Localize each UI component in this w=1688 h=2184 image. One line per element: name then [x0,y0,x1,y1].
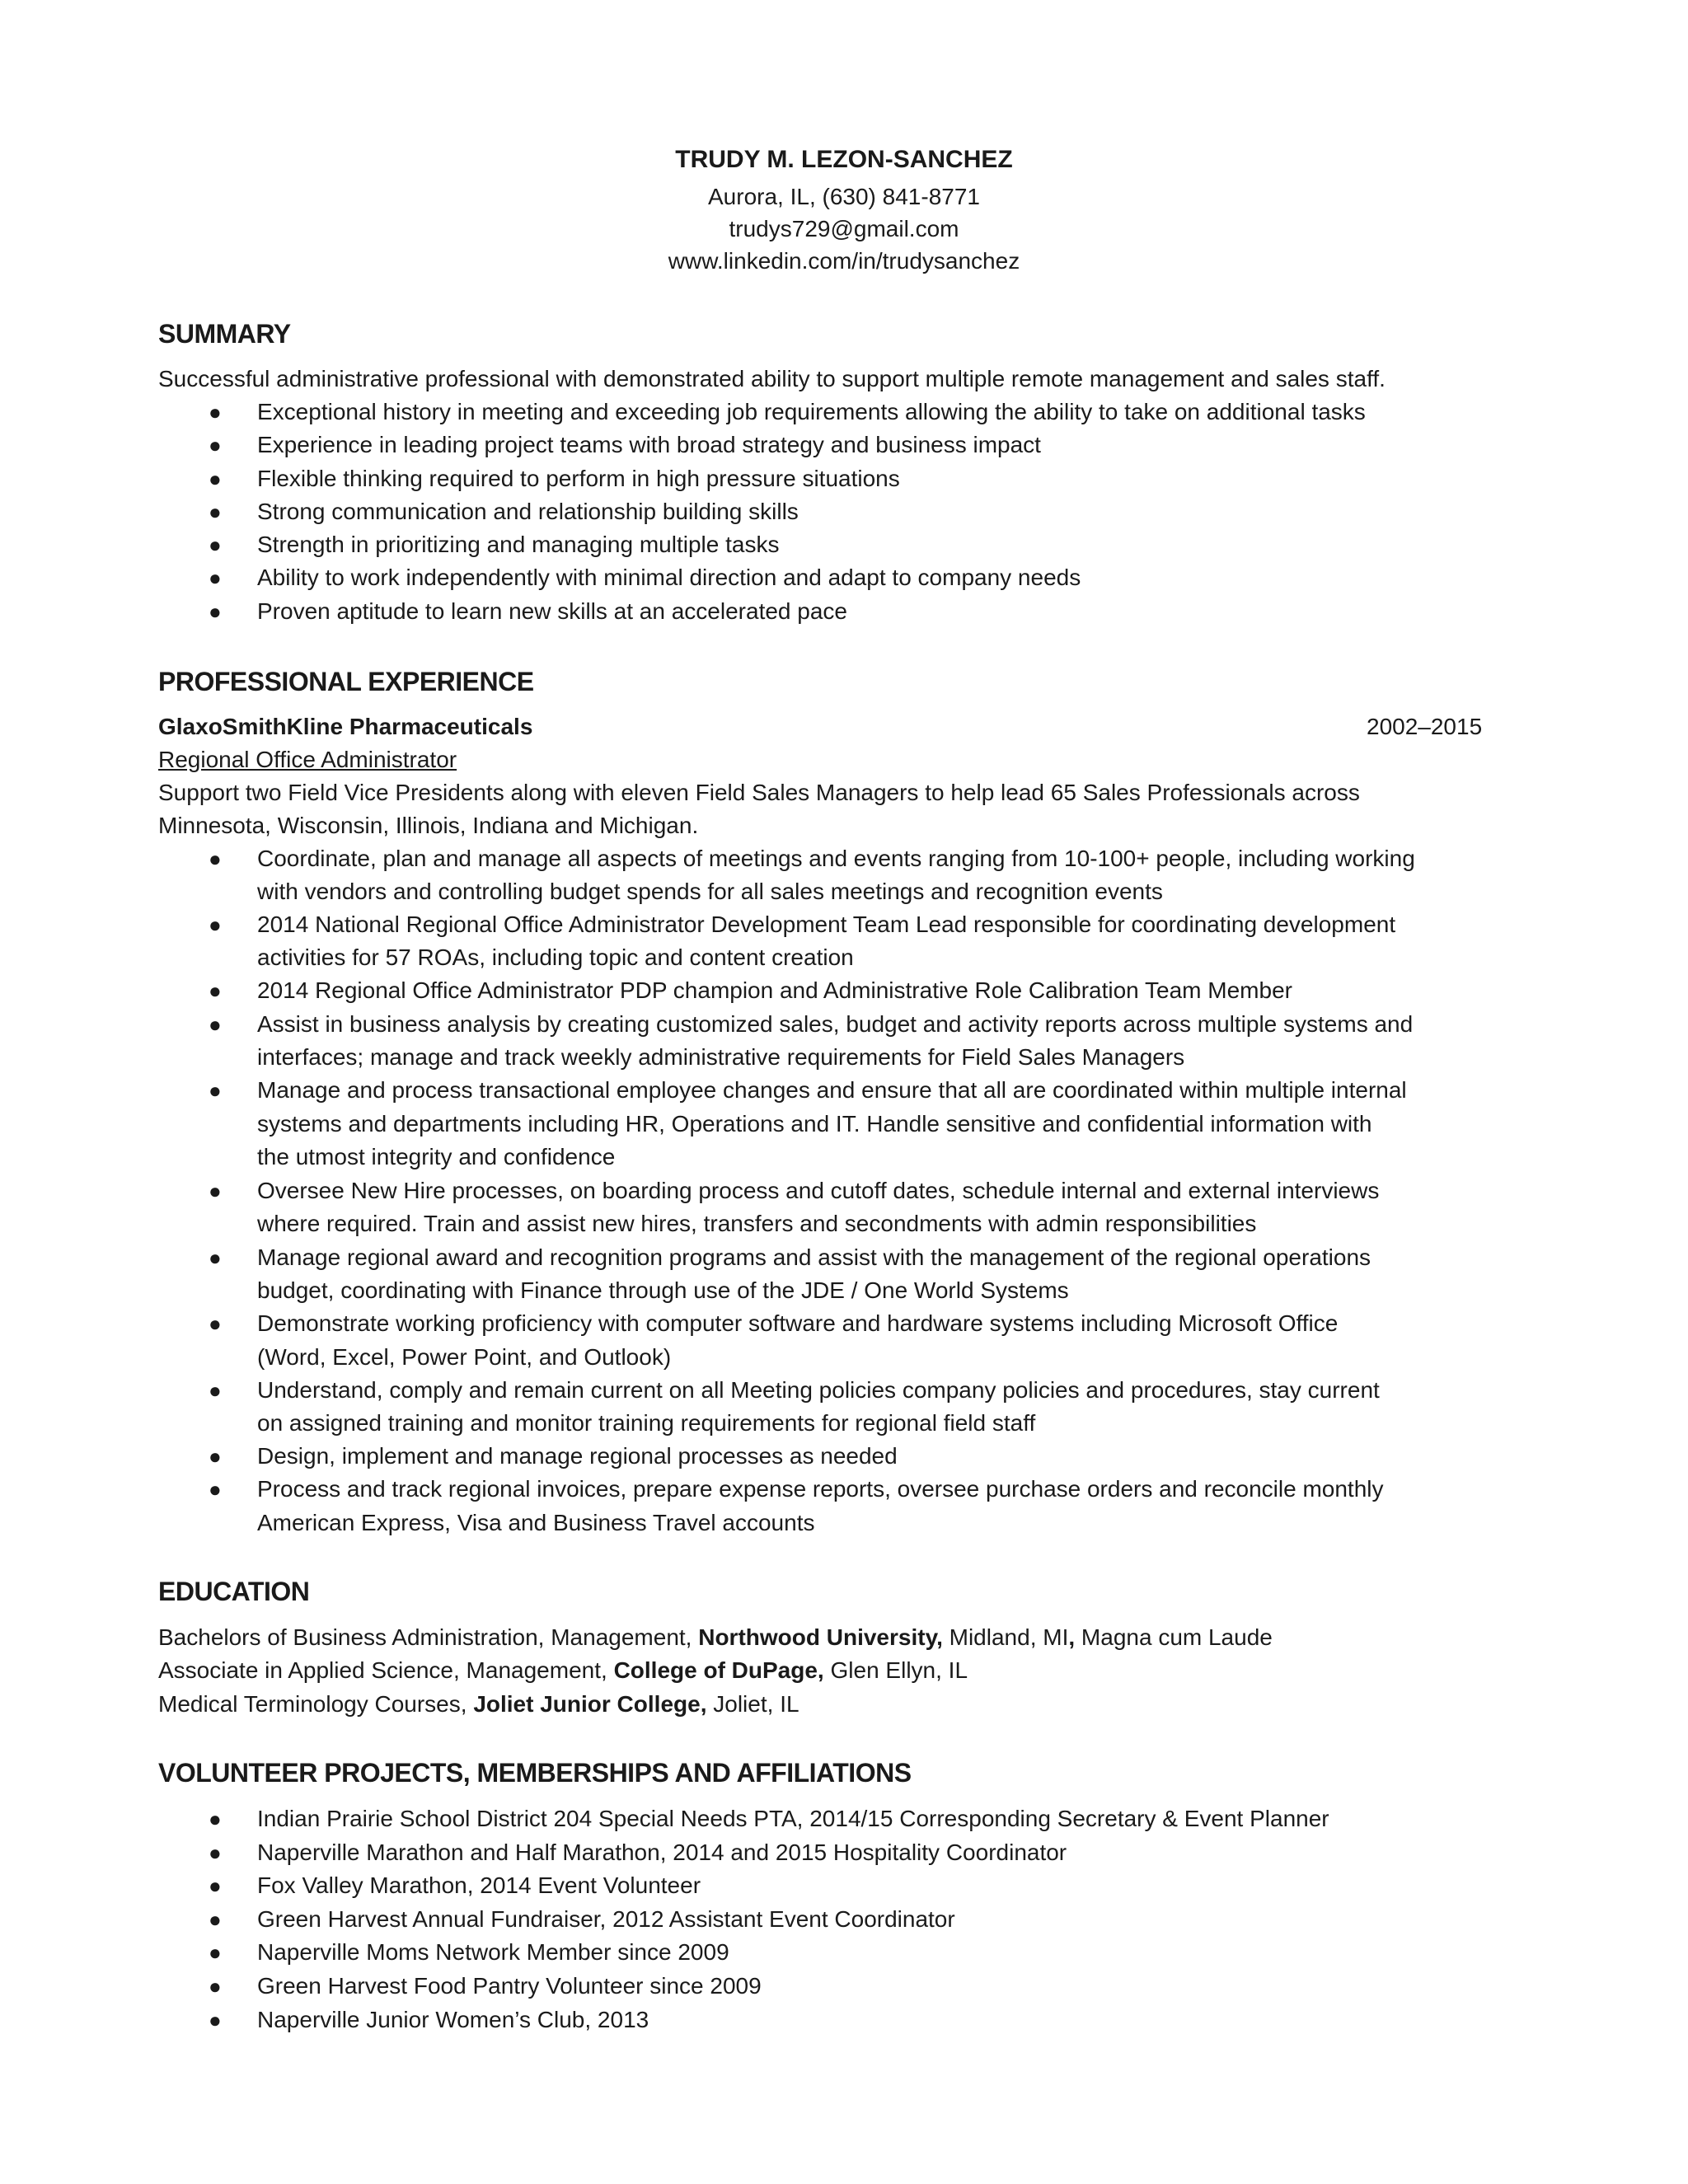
summary-bullet: Strength in prioritizing and managing multiple tasks [257,532,780,557]
summary-bullet: Proven aptitude to learn new skills at an accelerated pace [257,598,847,624]
summary-bullet: Exceptional history in meeting and exceeding job requirements allowing the ability to take on additional tasks [257,399,1366,424]
resume-name: TRUDY M. LEZON-SANCHEZ [675,146,1013,173]
summary-intro: Successful administrative professional with demonstrated ability to support multiple remote management and sales staff. [158,366,1386,391]
school-location: Glen Ellyn, IL [823,1657,968,1683]
experience-bullet-line: Design, implement and manage regional processes as needed [257,1443,898,1469]
degree: Bachelors of Business Administration, Management, [158,1624,699,1650]
degree: Medical Terminology Courses, [158,1691,474,1717]
experience-bullet-line: Demonstrate working proficiency with computer software and hardware systems including Microsoft Office [257,1310,1339,1336]
bullet-icon: ● [209,846,222,871]
honors: Magna cum Laude [1075,1624,1273,1650]
education-entry [158,1691,799,1718]
bullet-icon: ● [209,499,222,524]
experience-bullet-line: systems and departments including HR, Operations and IT. Handle sensitive and confidential information with [257,1111,1372,1137]
experience-bullet-line: activities for 57 ROAs, including topic and content creation [257,944,854,970]
job-description-line: Support two Field Vice Presidents along with eleven Field Sales Managers to help lead 65 Sales Professionals across [158,780,1360,805]
summary-bullet: Ability to work independently with minimal direction and adapt to company needs [257,565,1081,590]
experience-bullet-line: with vendors and controlling budget spends for all sales meetings and recognition events [257,879,1163,904]
experience-bullet-line: where required. Train and assist new hires, transfers and secondments with admin responsibilities [257,1211,1257,1236]
job-description-line: Minnesota, Wisconsin, Illinois, Indiana and Michigan. [158,813,699,838]
experience-bullet-line: (Word, Excel, Power Point, and Outlook) [257,1344,672,1370]
summary-bullet: Strong communication and relationship building skills [257,499,799,524]
school-location: Joliet, IL [706,1691,799,1717]
bullet-icon: ● [209,1311,222,1336]
experience-bullet-line: Understand, comply and remain current on all Meeting policies company policies and procedures, stay current [257,1377,1380,1403]
bullet-icon: ● [209,912,222,937]
volunteer-bullet: Fox Valley Marathon, 2014 Event Volunteer [257,1872,701,1898]
experience-bullet-line: interfaces; manage and track weekly administrative requirements for Field Sales Managers [257,1044,1185,1070]
bullet-icon: ● [209,1940,222,1965]
experience-bullet-line: Manage regional award and recognition programs and assist with the management of the regional operations [257,1244,1372,1270]
volunteer-heading: VOLUNTEER PROJECTS, MEMBERSHIPS AND AFFILIATIONS [158,1758,912,1788]
summary-heading: SUMMARY [158,319,291,349]
email-address: trudys729@gmail.com [729,216,959,241]
location-phone: Aurora, IL, (630) 841-8771 [708,184,980,209]
bullet-icon: ● [209,978,222,1003]
bullet-icon: ● [209,1444,222,1469]
experience-bullet-line: Manage and process transactional employee changes and ensure that all are coordinated within multiple internal [257,1077,1407,1103]
bullet-icon: ● [209,1840,222,1865]
experience-bullet-line: 2014 National Regional Office Administrator Development Team Lead responsible for coordinating development [257,912,1396,937]
separator-comma: , [1068,1624,1076,1650]
volunteer-bullet: Naperville Marathon and Half Marathon, 2014 and 2015 Hospitality Coordinator [257,1840,1067,1865]
bullet-icon: ● [209,599,222,624]
summary-bullet: Experience in leading project teams with broad strategy and business impact [257,432,1041,457]
bullet-icon: ● [209,1974,222,1999]
experience-bullet-line: the utmost integrity and confidence [257,1144,616,1169]
volunteer-bullet: Naperville Moms Network Member since 2009 [257,1939,729,1965]
experience-bullet-line: on assigned training and monitor training requirements for regional field staff [257,1410,1036,1436]
linkedin-url: www.linkedin.com/in/trudysanchez [668,248,1020,274]
volunteer-bullet: Green Harvest Food Pantry Volunteer since 2009 [257,1973,762,1999]
bullet-icon: ● [209,1378,222,1403]
school-location: Midland, MI [942,1624,1069,1650]
bullet-icon: ● [209,1807,222,1831]
experience-bullet-line: Oversee New Hire processes, on boarding process and cutoff dates, schedule internal and external interviews [257,1178,1380,1203]
experience-bullet-line: 2014 Regional Office Administrator PDP champion and Administrative Role Calibration Team Member [257,977,1292,1003]
bullet-icon: ● [209,400,222,424]
experience-bullet-line: Coordinate, plan and manage all aspects of meetings and events ranging from 10-100+ people, including working [257,846,1415,871]
volunteer-bullet: Green Harvest Annual Fundraiser, 2012 Assistant Event Coordinator [257,1906,955,1932]
summary-bullet: Flexible thinking required to perform in high pressure situations [257,466,900,491]
bullet-icon: ● [209,1245,222,1270]
experience-bullet-line: Process and track regional invoices, prepare expense reports, oversee purchase orders and reconcile monthly [257,1476,1384,1502]
education-entry [158,1657,968,1684]
degree: Associate in Applied Science, Management, [158,1657,614,1683]
education-heading: EDUCATION [158,1577,310,1606]
experience-bullet-line: Assist in business analysis by creating customized sales, budget and activity reports across multiple systems and [257,1011,1414,1037]
bullet-icon: ● [209,466,222,491]
bullet-icon: ● [209,1012,222,1037]
school-name: College of DuPage, [613,1657,824,1683]
school-name: Northwood University, [698,1624,943,1650]
bullet-icon: ● [209,1477,222,1502]
volunteer-bullet: Indian Prairie School District 204 Special Needs PTA, 2014/15 Corresponding Secretary & Event Planner [257,1806,1329,1831]
bullet-icon: ● [209,1078,222,1103]
bullet-icon: ● [209,2008,222,2032]
school-name: Joliet Junior College, [473,1691,707,1717]
bullet-icon: ● [209,1907,222,1932]
bullet-icon: ● [209,1179,222,1203]
bullet-icon: ● [209,565,222,590]
job-title: Regional Office Administrator [158,747,457,772]
experience-bullet-line: American Express, Visa and Business Travel accounts [257,1510,815,1535]
education-entry [158,1624,1273,1651]
bullet-icon: ● [209,532,222,557]
bullet-icon: ● [209,433,222,457]
bullet-icon: ● [209,1873,222,1898]
volunteer-bullet: Naperville Junior Women’s Club, 2013 [257,2007,649,2032]
employment-dates: 2002–2015 [1367,714,1483,739]
experience-heading: PROFESSIONAL EXPERIENCE [158,667,534,696]
company-name: GlaxoSmithKline Pharmaceuticals [158,714,533,739]
experience-bullet-line: budget, coordinating with Finance through use of the JDE / One World Systems [257,1277,1069,1303]
